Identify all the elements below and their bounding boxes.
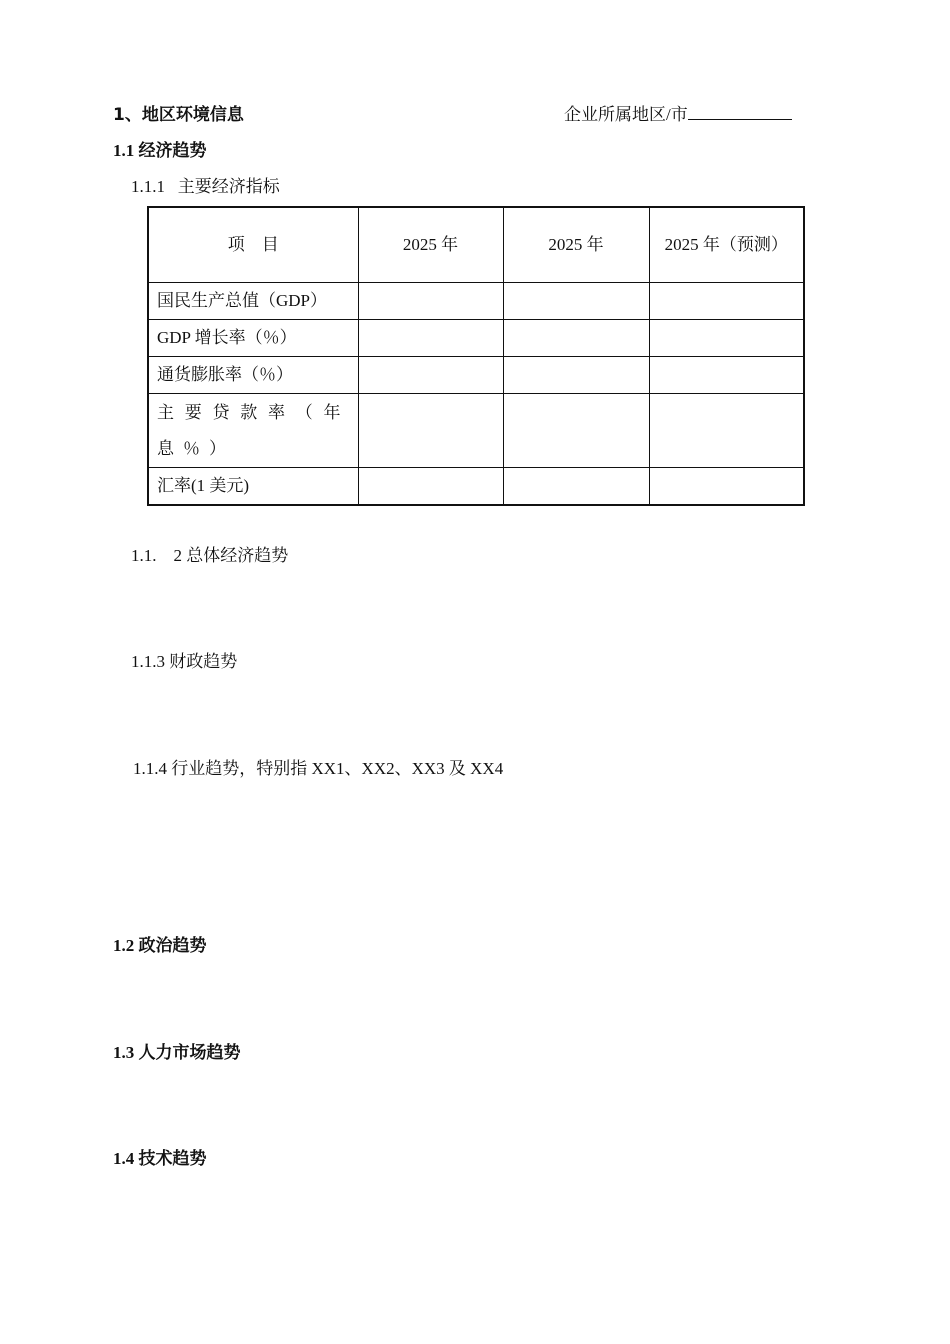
- region-label: 企业所属地区/市: [564, 105, 688, 124]
- table-header-row: [148, 207, 804, 283]
- table-cell[interactable]: [358, 283, 503, 320]
- row-label-gdp-growth: GDP 增长率（％）: [148, 320, 358, 357]
- table-cell[interactable]: [649, 320, 804, 357]
- table-cell[interactable]: [503, 468, 649, 506]
- heading-political-trends: 1.2 政治趋势: [113, 936, 207, 955]
- row-label-inflation: 通货膨胀率（％）: [148, 357, 358, 394]
- table-cell[interactable]: [503, 283, 649, 320]
- header-cell-year-2: 2025 年: [503, 207, 649, 283]
- row-label-exchange-rate: 汇率(1 美元): [148, 468, 358, 506]
- table-cell[interactable]: [503, 357, 649, 394]
- heading-overall-economic-trend: 1.1. 2 总体经济趋势: [131, 546, 289, 565]
- heading-industry-trend: 1.1.4 行业趋势，特别指 XX1、XX2、XX3 及 XX4: [133, 759, 504, 778]
- heading-fiscal-trend: 1.1.3 财政趋势: [131, 652, 238, 671]
- region-blank-line[interactable]: [688, 103, 792, 120]
- heading-main-indicators: 1.1.1 主要经济指标: [131, 177, 280, 196]
- table-row: [148, 394, 804, 468]
- region-field[interactable]: [564, 100, 792, 125]
- table-cell[interactable]: [358, 357, 503, 394]
- header-cell-forecast: 2025 年（预测）: [649, 207, 804, 283]
- table-cell[interactable]: [649, 283, 804, 320]
- header-cell-item: 项 目: [148, 207, 358, 283]
- table-row: [148, 468, 804, 506]
- row-label-gdp: 国民生产总值（GDP）: [148, 283, 358, 320]
- heading-technology-trends: 1.4 技术趋势: [113, 1149, 207, 1168]
- heading-labor-market-trends: 1.3 人力市场趋势: [113, 1043, 241, 1062]
- row-label-loan-rate: 主要贷款率（年息％）: [148, 394, 358, 468]
- table-cell[interactable]: [649, 468, 804, 506]
- header-cell-year-1: 2025 年: [358, 207, 503, 283]
- heading-economic-trends: 1.1 经济趋势: [113, 141, 207, 160]
- table-cell[interactable]: [503, 320, 649, 357]
- table-row: [148, 357, 804, 394]
- table-row: [148, 320, 804, 357]
- table-cell[interactable]: [649, 394, 804, 468]
- table-cell[interactable]: [358, 468, 503, 506]
- section-title: 1、地区环境信息: [113, 105, 244, 125]
- table-cell[interactable]: [503, 394, 649, 468]
- table-cell[interactable]: [358, 394, 503, 468]
- economic-indicators-table: [147, 206, 805, 506]
- table-cell[interactable]: [649, 357, 804, 394]
- table-row: [148, 283, 804, 320]
- table-cell[interactable]: [358, 320, 503, 357]
